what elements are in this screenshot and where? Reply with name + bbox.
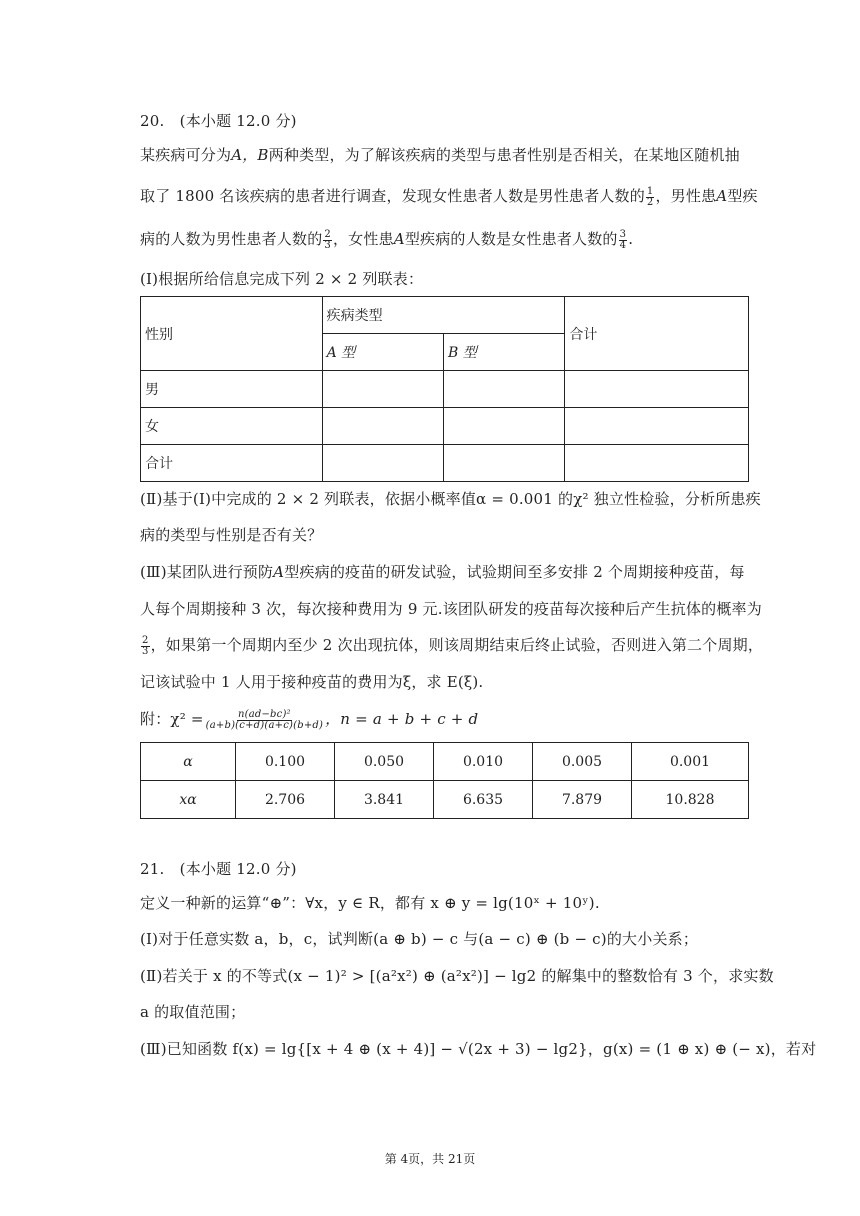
critical-value-table (140, 742, 749, 819)
q21-header: 21. (本小题 12.0 分) (140, 860, 297, 878)
fraction: $\frac{2}{3}$ (142, 634, 149, 657)
x-value: 6.635 (434, 781, 533, 819)
table-row (141, 371, 749, 408)
table-row (141, 445, 749, 482)
row-label-x-alpha: xα (141, 781, 236, 819)
chi-square-formula: $\frac{\text{n(ad−bc)²}}{(a+b)(c+d)(a+c)(b+d)}$ (205, 708, 324, 731)
q21-line-5: (Ⅲ)已知函数 f(x) = lg{[x + 4 ⊕ (x + 4)] − √(2x + 3) − lg2}，g(x) = (1 ⊕ x) ⊕ (− x)，若对 (140, 1040, 817, 1058)
header-type-b: B 型 (443, 334, 564, 371)
page-footer: 第 4页，共 21页 (384, 1152, 476, 1166)
row-label: 合计 (141, 445, 323, 482)
q20-paragraph-line-3: 病的人数为男性患者人数的 $\frac{2}{3}$ ，女性患A型疾病的人数是女性患者人数的 $\frac{3}{4}$ . (140, 228, 634, 251)
q20-paragraph-line-2: 取了 1800 名该疾病的患者进行调查，发现女性患者人数是男性患者人数的 $\frac{1}{2}$ ，男性患A型疾 (140, 185, 758, 208)
q20-part2-line-1: (Ⅱ)基于(Ⅰ)中完成的 2 × 2 列联表，依据小概率值α = 0.001 的χ² 独立性检验，分析所患疾 (140, 490, 761, 508)
table-row (141, 743, 749, 781)
q20-part3-line-3: $\frac{2}{3}$ ，如果第一个周期内至少 2 次出现抗体，则该周期结束后终止试验，否则进入第二个周期， (142, 634, 764, 657)
q20-header: 20. (本小题 12.0 分) (140, 112, 297, 130)
alpha-value: 0.100 (236, 743, 335, 781)
header-type-a: A 型 (322, 334, 443, 371)
header-disease-type: 疾病类型 (322, 297, 565, 334)
alpha-value: 0.010 (434, 743, 533, 781)
q20-part3-line-4: 记该试验中 1 人用于接种疫苗的费用为ξ，求 E(ξ). (140, 673, 484, 691)
q21-line-2: (Ⅰ)对于任意实数 a，b，c，试判断(a ⊕ b) − c 与(a − c) ⊕ (b − c)的大小关系； (140, 930, 699, 948)
q20-part2-line-2: 病的类型与性别是否有关？ (140, 526, 323, 544)
contingency-table (140, 296, 749, 482)
q21-line-3: (Ⅱ)若关于 x 的不等式(x − 1)² > [(a²x²) ⊕ (a²x²)] − lg2 的解集中的整数恰有 3 个，求实数 (140, 967, 774, 985)
row-label: 女 (141, 408, 323, 445)
q21-line-1: 定义一种新的运算“⊕”：∀x，y ∈ R，都有 x ⊕ y = lg(10ˣ + 10ʸ). (140, 894, 600, 912)
table-row (141, 408, 749, 445)
fraction: $\frac{3}{4}$ (619, 228, 627, 251)
q20-part3-line-2: 人每个周期接种 3 次，每次接种费用为 9 元.该团队研发的疫苗每次接种后产生抗体的概率为 (140, 600, 762, 618)
header-total: 合计 (565, 297, 749, 371)
fraction: $\frac{2}{3}$ (324, 228, 331, 251)
q20-paragraph-line-1: 某疾病可分为A，B两种类型，为了解该疾病的类型与患者性别是否相关，在某地区随机抽 (140, 146, 740, 164)
q20-part3-line-1: (Ⅲ)某团队进行预防A型疾病的疫苗的研发试验，试验期间至多安排 2 个周期接种疫苗，每 (140, 563, 745, 581)
alpha-value: 0.001 (632, 743, 749, 781)
alpha-value: 0.050 (335, 743, 434, 781)
x-value: 7.879 (533, 781, 632, 819)
x-value: 10.828 (632, 781, 749, 819)
row-label-alpha: α (141, 743, 236, 781)
q20-part1: (Ⅰ)根据所给信息完成下列 2 × 2 列联表： (140, 270, 424, 288)
q20-appendix: 附：χ² = $\frac{\text{n(ad−bc)²}}{(a+b)(c+d)(a+c)(b+d)}$ ，n = a + b + c + d (140, 708, 479, 731)
fraction: $\frac{1}{2}$ (646, 185, 654, 208)
x-value: 2.706 (236, 781, 335, 819)
alpha-value: 0.005 (533, 743, 632, 781)
q21-line-4: a 的取值范围； (140, 1003, 246, 1021)
table-row (141, 781, 749, 819)
x-value: 3.841 (335, 781, 434, 819)
row-label: 男 (141, 371, 323, 408)
header-gender: 性别 (141, 297, 323, 371)
